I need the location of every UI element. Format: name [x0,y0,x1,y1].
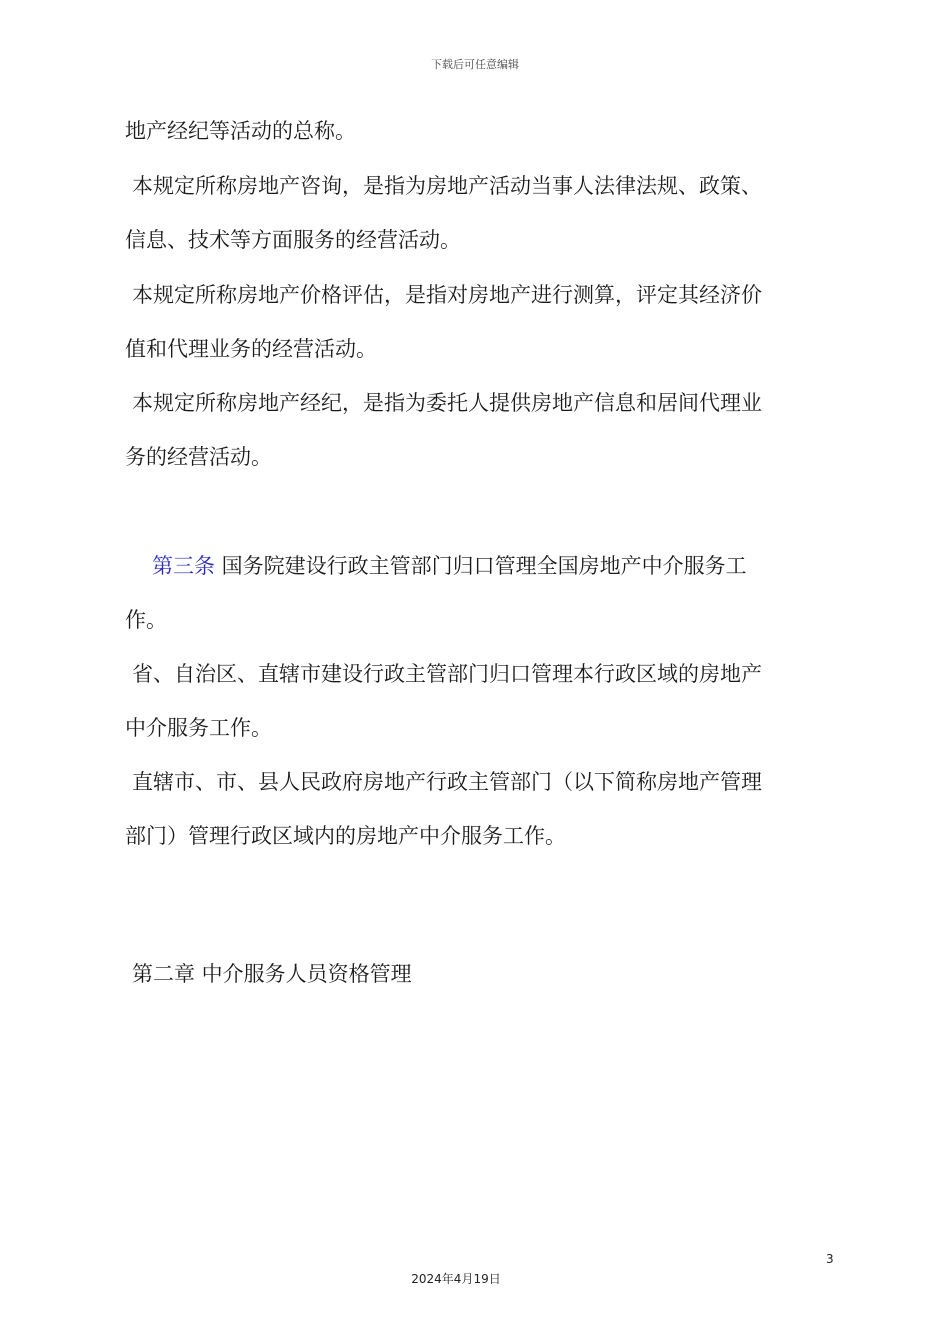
body-line: 中介服务工作。 [125,716,272,740]
footer-date: 2024年4月19日 [411,1272,501,1286]
body-line: 本规定所称房地产价格评估，是指对房地产进行测算，评定其经济价 [132,283,762,307]
body-line: 信息、技术等方面服务的经营活动。 [125,228,461,252]
body-line: 务的经营活动。 [125,445,272,469]
chapter-heading: 第二章 中介服务人员资格管理 [132,962,412,986]
body-line: 值和代理业务的经营活动。 [125,337,377,361]
article-text: 国务院建设行政主管部门归口管理全国房地产中介服务工 [215,554,747,578]
body-line: 地产经纪等活动的总称。 [125,119,356,143]
body-line: 作。 [125,608,167,632]
body-line: 部门）管理行政区域内的房地产中介服务工作。 [125,824,566,848]
article-3-line [152,552,747,580]
body-line: 本规定所称房地产经纪，是指为委托人提供房地产信息和居间代理业 [132,391,762,415]
body-line: 本规定所称房地产咨询，是指为房地产活动当事人法律法规、政策、 [132,174,762,198]
article-number: 第三条 [152,554,215,578]
body-line: 直辖市、市、县人民政府房地产行政主管部门（以下简称房地产管理 [132,770,762,794]
body-line: 省、自治区、直辖市建设行政主管部门归口管理本行政区域的房地产 [132,662,762,686]
page-number: 3 [826,1252,834,1266]
header-note: 下载后可任意编辑 [431,58,519,71]
